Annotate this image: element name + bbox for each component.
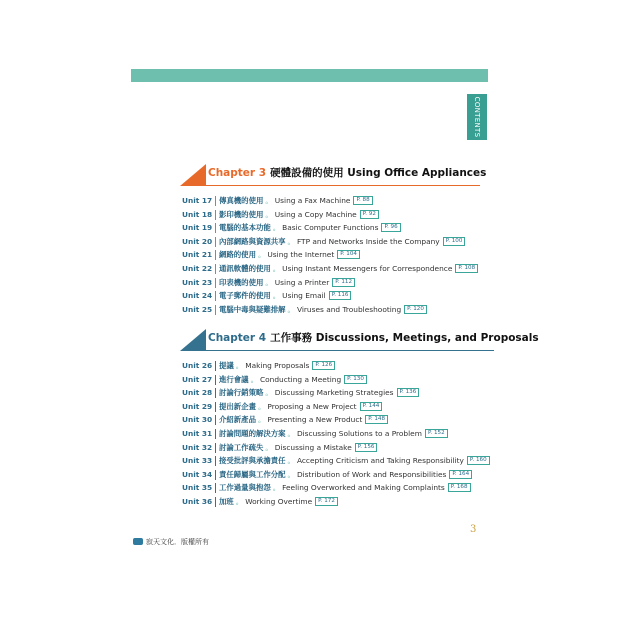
side-tab-label: CONTENTS	[473, 96, 481, 138]
unit-title-zh: 電腦的基本功能	[219, 223, 271, 233]
unit-number: Unit 35	[182, 483, 213, 493]
unit-separator: 。	[287, 236, 295, 246]
unit-title-en: Using Email	[282, 291, 326, 301]
unit-title-zh: 討論問題的解決方案	[219, 429, 286, 438]
unit-number: Unit 19	[182, 223, 213, 233]
unit-number: Unit 34	[182, 469, 213, 479]
unit-separator: 。	[265, 442, 273, 452]
page-ref-badge[interactable]: P. 112	[332, 278, 355, 287]
unit-title-zh: 提議	[219, 361, 234, 370]
page-ref-badge[interactable]: P. 136	[397, 388, 420, 397]
unit-title	[219, 276, 355, 289]
unit-separator: 。	[287, 429, 295, 438]
unit-title-en: Using Instant Messengers for Correspondence	[282, 264, 453, 273]
unit-title-en: Working Overtime	[245, 497, 313, 506]
unit-divider	[215, 291, 216, 301]
unit-title-zh: 網路的使用	[219, 250, 256, 260]
unit-title-en: Discussing Marketing Strategies	[274, 388, 394, 398]
unit-title-zh: 內部網路與資源共享	[219, 236, 286, 246]
publisher-logo-icon	[133, 538, 143, 545]
unit-number: Unit 26	[182, 361, 213, 370]
unit-divider	[215, 429, 216, 439]
unit-title-en: Using a Printer	[274, 277, 330, 287]
publisher-footer	[133, 537, 209, 547]
unit-separator: 。	[287, 469, 295, 479]
unit-title	[219, 495, 338, 508]
unit-separator: 。	[257, 401, 266, 411]
unit-title-en: Using the Internet	[267, 250, 335, 260]
unit-divider	[215, 470, 216, 480]
unit-title-en: Accepting Criticism and Taking Responsibility	[296, 456, 464, 466]
page-number: 3	[470, 524, 477, 535]
unit-number: Unit 27	[182, 374, 213, 384]
unit-number: Unit 31	[182, 429, 213, 438]
unit-title	[219, 303, 427, 316]
unit-title-zh: 工作過量與抱怨	[219, 483, 271, 493]
unit-title-en: Distribution of Work and Responsibilities	[296, 469, 447, 479]
chapter-4-number: Chapter 4	[208, 332, 267, 344]
unit-title-en: Basic Computer Functions	[282, 223, 379, 233]
page-ref-badge[interactable]: P. 144	[360, 402, 383, 411]
unit-title	[219, 468, 472, 481]
page-ref-badge[interactable]: P. 92	[360, 210, 379, 219]
unit-divider	[215, 196, 216, 206]
unit-divider	[215, 456, 216, 466]
unit-number: Unit 20	[182, 236, 213, 246]
page-ref-badge[interactable]: P. 120	[404, 305, 427, 314]
unit-separator: 。	[257, 250, 266, 260]
unit-separator: 。	[235, 361, 244, 370]
unit-divider	[215, 483, 216, 493]
unit-number: Unit 22	[182, 264, 213, 273]
unit-separator: 。	[265, 209, 273, 219]
unit-title-en: Making Proposals	[245, 361, 310, 370]
unit-title-en: Feeling Overworked and Making Complaints	[282, 483, 445, 493]
unit-title-zh: 通訊軟體的使用	[219, 264, 271, 273]
page-ref-badge[interactable]: P. 172	[315, 497, 338, 506]
unit-title-zh: 影印機的使用	[219, 209, 264, 219]
unit-separator: 。	[257, 415, 266, 425]
unit-separator: 。	[287, 456, 295, 466]
unit-number: Unit 24	[182, 291, 213, 301]
unit-title-zh: 印表機的使用	[219, 277, 264, 287]
unit-divider	[215, 402, 216, 412]
unit-title-en: Using a Fax Machine	[274, 196, 351, 205]
page-ref-badge[interactable]: P. 104	[337, 250, 360, 259]
unit-title	[219, 441, 377, 454]
unit-title	[219, 208, 379, 221]
unit-separator: 。	[250, 374, 258, 384]
unit-separator: 。	[265, 277, 273, 287]
unit-title-zh: 提出新企畫	[219, 401, 256, 411]
unit-number: Unit 28	[182, 388, 213, 398]
page-ref-badge[interactable]: P. 100	[443, 237, 466, 246]
unit-title-zh: 討論行銷策略	[219, 388, 264, 398]
unit-title	[219, 373, 367, 386]
unit-title-zh: 討論工作疏失	[219, 442, 264, 452]
unit-separator: 。	[272, 483, 281, 493]
unit-divider	[215, 278, 216, 288]
unit-title-en: FTP and Networks Inside the Company	[296, 236, 440, 246]
unit-divider	[215, 223, 216, 233]
unit-divider	[215, 250, 216, 260]
unit-divider	[215, 237, 216, 247]
unit-title-en: Proposing a New Project	[267, 401, 357, 411]
unit-title	[219, 194, 373, 207]
header-band	[131, 69, 488, 82]
page-ref-badge[interactable]: P. 108	[455, 264, 478, 273]
contents-side-tab	[467, 94, 487, 140]
unit-title	[219, 427, 448, 440]
unit-title-en: Using a Copy Machine	[274, 209, 357, 219]
unit-title-zh: 介紹新產品	[219, 415, 256, 425]
unit-title	[219, 481, 471, 494]
page-ref-badge[interactable]: P. 126	[312, 361, 335, 370]
unit-title	[219, 386, 419, 399]
chapter-3-title	[208, 165, 486, 180]
unit-number: Unit 17	[182, 196, 213, 205]
unit-number: Unit 29	[182, 401, 213, 411]
chapter-4-name: 工作事務 Discussions, Meetings, and Proposals	[270, 332, 539, 344]
page-ref-badge[interactable]: P. 152	[425, 429, 448, 438]
page-ref-badge[interactable]: P. 148	[365, 415, 388, 424]
unit-title	[219, 221, 401, 234]
page-ref-badge[interactable]: P. 168	[448, 483, 471, 492]
unit-separator: 。	[272, 264, 281, 273]
unit-number: Unit 21	[182, 250, 213, 260]
page-ref-badge[interactable]: P. 130	[344, 375, 367, 384]
unit-title-en: Conducting a Meeting	[259, 374, 342, 384]
unit-title-en: Presenting a New Product	[267, 415, 363, 425]
unit-title	[219, 413, 388, 426]
unit-divider	[215, 210, 216, 220]
unit-title-zh: 電腦中毒與疑難排解	[219, 304, 286, 314]
unit-title-en: Viruses and Troubleshooting	[296, 304, 402, 314]
unit-divider	[215, 388, 216, 398]
unit-number: Unit 23	[182, 277, 213, 287]
unit-divider	[215, 375, 216, 385]
unit-divider	[215, 497, 216, 507]
unit-separator: 。	[265, 196, 273, 205]
page-ref-badge[interactable]: P. 160	[467, 456, 490, 465]
chapter-4-rule	[206, 350, 494, 351]
unit-title-en: Discussing a Mistake	[274, 442, 352, 452]
unit-title-zh: 電子郵件的使用	[219, 291, 271, 301]
unit-separator: 。	[235, 497, 244, 506]
page-ref-badge[interactable]: P. 156	[355, 443, 378, 452]
unit-divider	[215, 443, 216, 453]
unit-number: Unit 33	[182, 456, 213, 466]
unit-title-zh: 傳真機的使用	[219, 196, 264, 205]
unit-divider	[215, 361, 216, 371]
unit-divider	[215, 305, 216, 315]
unit-title-zh: 接受批評與承擔責任	[219, 456, 286, 466]
chapter-4-title	[208, 330, 539, 345]
unit-number: Unit 18	[182, 209, 213, 219]
unit-separator: 。	[287, 304, 295, 314]
page-ref-badge[interactable]: P. 164	[449, 470, 472, 479]
unit-title	[219, 400, 382, 413]
unit-title	[219, 262, 478, 275]
chapter-3-name: 硬體設備的使用 Using Office Appliances	[270, 167, 487, 179]
unit-title-zh: 責任歸屬與工作分配	[219, 469, 286, 479]
publisher-text: 寂天文化．版權所有	[146, 538, 209, 546]
chapter-3-rule	[206, 185, 480, 186]
chapter-3-number: Chapter 3	[208, 167, 267, 179]
unit-divider	[215, 415, 216, 425]
unit-title-zh: 加班	[219, 497, 234, 506]
unit-number: Unit 36	[182, 497, 213, 506]
unit-title	[219, 359, 335, 372]
unit-separator: 。	[272, 291, 281, 301]
unit-title-en: Discussing Solutions to a Problem	[296, 429, 422, 438]
unit-number: Unit 32	[182, 442, 213, 452]
page-ref-badge[interactable]: P. 88	[353, 196, 372, 205]
chapter-3-triangle-icon	[180, 164, 206, 186]
unit-separator: 。	[272, 223, 281, 233]
unit-title	[219, 289, 351, 302]
unit-number: Unit 25	[182, 304, 213, 314]
unit-divider	[215, 264, 216, 274]
page-ref-badge[interactable]: P. 96	[381, 223, 400, 232]
chapter-4-triangle-icon	[180, 329, 206, 351]
unit-number: Unit 30	[182, 415, 213, 425]
unit-title-zh: 進行會議	[219, 374, 249, 384]
unit-title	[219, 248, 360, 261]
unit-title	[219, 454, 490, 467]
page-ref-badge[interactable]: P. 116	[329, 291, 352, 300]
unit-separator: 。	[265, 388, 273, 398]
unit-title	[219, 235, 465, 248]
